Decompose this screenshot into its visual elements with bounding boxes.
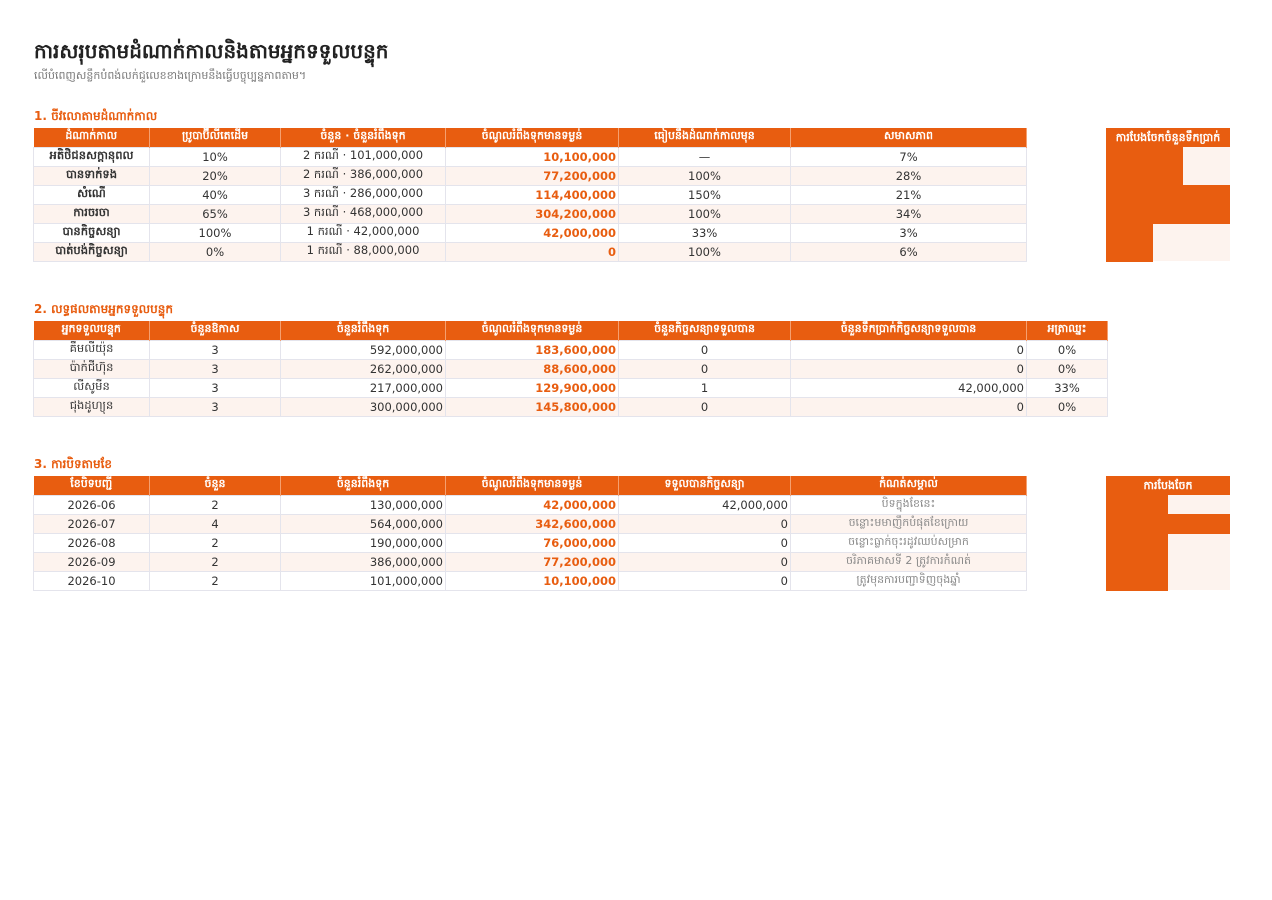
stages-cell-count: 3 ករណី · 468,000,000: [281, 204, 446, 223]
table-row: [34, 514, 1027, 533]
table-row: [34, 533, 1027, 552]
owners-section-title: 2. លទ្ធផលតាមអ្នកទទួលបន្ទុក: [34, 302, 173, 316]
owners-column-header: ចំណូលរំពឹងទុកមានទម្ងន់: [446, 321, 619, 340]
table-row: [34, 378, 1108, 397]
stages-cell-weighted: 42,000,000: [446, 223, 619, 242]
stages-cell-stage: សំណើ: [34, 185, 150, 204]
owners-cell-won: 0: [619, 359, 791, 378]
stages-distribution-bar: [1106, 166, 1183, 186]
owners-cell-won_amount: 0: [791, 397, 1027, 416]
stages-cell-prob: 20%: [150, 166, 281, 185]
monthly-cell-expected: 101,000,000: [281, 571, 446, 590]
stages-section-title: 1. ចីវលោតាមដំណាក់កាល: [34, 109, 158, 123]
stages-distribution-panel: [1106, 128, 1230, 261]
owners-cell-win_rate: 33%: [1027, 378, 1108, 397]
monthly-cell-weighted: 42,000,000: [446, 495, 619, 514]
owners-cell-weighted: 145,800,000: [446, 397, 619, 416]
monthly-cell-weighted: 76,000,000: [446, 533, 619, 552]
stages-cell-share: 7%: [791, 147, 1027, 166]
stages-cell-vs_prev: 100%: [619, 166, 791, 185]
stages-cell-vs_prev: 150%: [619, 185, 791, 204]
monthly-column-header: ចំនួន: [150, 476, 281, 495]
owners-cell-won: 0: [619, 340, 791, 359]
monthly-distribution-bar: [1106, 495, 1168, 515]
stages-cell-vs_prev: 100%: [619, 242, 791, 261]
stages-distribution-bar: [1106, 147, 1183, 167]
owners-cell-won: 1: [619, 378, 791, 397]
monthly-cell-count: 2: [150, 552, 281, 571]
owners-column-header: ចំនួនរំពឹងទុក: [281, 321, 446, 340]
stages-cell-share: 21%: [791, 185, 1027, 204]
monthly-cell-won: 42,000,000: [619, 495, 791, 514]
table-row: [34, 242, 1027, 261]
monthly-column-header: ទទួលបានកិច្ចសន្យា: [619, 476, 791, 495]
page-subtitle: លើបំពេញសន្លឹកបំពង់លក់ជួលេខខាងក្រោមនឹងធ្វើបច្ចុប្បន្នភាពតាម។: [34, 69, 307, 82]
stages-cell-stage: អតិថិជនសក្តានុពល: [34, 147, 150, 166]
monthly-section-title: 3. ការបិទតាមខែ: [34, 457, 113, 471]
stages-cell-prob: 65%: [150, 204, 281, 223]
stages-cell-count: 2 ករណី · 101,000,000: [281, 147, 446, 166]
table-row: [34, 571, 1027, 590]
monthly-cell-weighted: 77,200,000: [446, 552, 619, 571]
stages-column-header: សមាសភាព: [791, 128, 1027, 147]
owners-column-header: អ្នកទទួលបន្ទុក: [34, 321, 150, 340]
monthly-cell-won: 0: [619, 514, 791, 533]
stages-distribution-title: ការបែងចែកចំនួនទឹកប្រាក់: [1106, 128, 1230, 147]
stages-cell-share: 34%: [791, 204, 1027, 223]
stages-cell-share: 28%: [791, 166, 1027, 185]
stages-cell-prob: 0%: [150, 242, 281, 261]
owners-column-header: អត្រាឈ្នះ: [1027, 321, 1108, 340]
monthly-cell-won: 0: [619, 533, 791, 552]
page-title: ការសរុបតាមដំណាក់កាលនិងតាមអ្នកទទួលបន្ទុក: [34, 39, 389, 63]
monthly-cell-won: 0: [619, 571, 791, 590]
monthly-distribution-bar: [1106, 571, 1168, 591]
owners-cell-expected: 592,000,000: [281, 340, 446, 359]
table-row: [34, 166, 1027, 185]
table-row: [34, 223, 1027, 242]
monthly-distribution-bar: [1106, 514, 1230, 534]
stages-cell-weighted: 114,400,000: [446, 185, 619, 204]
monthly-cell-expected: 130,000,000: [281, 495, 446, 514]
owners-cell-won_amount: 0: [791, 340, 1027, 359]
monthly-cell-note: ចន្លោះមមាញឹកបំផុតខែក្រោយ: [791, 514, 1027, 533]
owners-column-header: ចំនួនកិច្ចសន្យាទទួលបាន: [619, 321, 791, 340]
monthly-cell-note: ចន្លោះធ្លាក់ចុះរដូវឈប់សម្រាក: [791, 533, 1027, 552]
monthly-cell-expected: 190,000,000: [281, 533, 446, 552]
stages-cell-count: 2 ករណី · 386,000,000: [281, 166, 446, 185]
owners-column-header: ចំនួនឱកាស: [150, 321, 281, 340]
stages-cell-vs_prev: —: [619, 147, 791, 166]
owners-cell-expected: 217,000,000: [281, 378, 446, 397]
owners-cell-name: គឹមលីយ៉ុន: [34, 340, 150, 359]
table-row: [34, 397, 1108, 416]
owners-cell-expected: 262,000,000: [281, 359, 446, 378]
monthly-cell-expected: 386,000,000: [281, 552, 446, 571]
stages-distribution-bar: [1106, 185, 1230, 205]
monthly-cell-month: 2026-07: [34, 514, 150, 533]
stages-distribution-bar: [1106, 242, 1153, 262]
stages-cell-stage: បានទាក់ទង: [34, 166, 150, 185]
monthly-distribution-bar: [1106, 552, 1168, 572]
owners-cell-name: ជុងដូហ្យុន: [34, 397, 150, 416]
monthly-header-row: [34, 476, 1027, 495]
owners-cell-won_amount: 0: [791, 359, 1027, 378]
monthly-cell-count: 2: [150, 495, 281, 514]
stages-distribution-bar: [1106, 204, 1230, 224]
monthly-cell-count: 4: [150, 514, 281, 533]
monthly-cell-won: 0: [619, 552, 791, 571]
owners-cell-expected: 300,000,000: [281, 397, 446, 416]
monthly-column-header: ចំនួនរំពឹងទុក: [281, 476, 446, 495]
stages-cell-stage: បានកិច្ចសន្យា: [34, 223, 150, 242]
owners-cell-opps: 3: [150, 397, 281, 416]
monthly-distribution-title: ការបែងចែក: [1106, 476, 1230, 495]
monthly-table: [33, 476, 1027, 591]
table-row: [34, 359, 1108, 378]
stages-column-header: ចំណូលរំពឹងទុកមានទម្ងន់: [446, 128, 619, 147]
owners-cell-opps: 3: [150, 378, 281, 397]
stages-column-header: ប្រូបាប៊ីលីតេដើម: [150, 128, 281, 147]
owners-cell-opps: 3: [150, 340, 281, 359]
owners-cell-weighted: 129,900,000: [446, 378, 619, 397]
monthly-distribution-bars: [1106, 495, 1230, 590]
stages-cell-count: 1 ករណី · 42,000,000: [281, 223, 446, 242]
monthly-column-header: កំណត់សម្គាល់: [791, 476, 1027, 495]
monthly-cell-note: បិទក្នុងខែនេះ: [791, 495, 1027, 514]
table-row: [34, 204, 1027, 223]
monthly-cell-count: 2: [150, 533, 281, 552]
stages-cell-weighted: 304,200,000: [446, 204, 619, 223]
stages-cell-weighted: 10,100,000: [446, 147, 619, 166]
owners-cell-win_rate: 0%: [1027, 397, 1108, 416]
monthly-cell-month: 2026-09: [34, 552, 150, 571]
owners-cell-opps: 3: [150, 359, 281, 378]
stages-cell-prob: 100%: [150, 223, 281, 242]
stages-cell-share: 3%: [791, 223, 1027, 242]
monthly-cell-note: ត្រូវមុនការបញ្ជាទិញចុងឆ្នាំ: [791, 571, 1027, 590]
monthly-cell-month: 2026-06: [34, 495, 150, 514]
owners-header-row: [34, 321, 1108, 340]
monthly-cell-weighted: 342,600,000: [446, 514, 619, 533]
owners-cell-won: 0: [619, 397, 791, 416]
stages-column-header: ធៀបនឹងដំណាក់កាលមុន: [619, 128, 791, 147]
monthly-cell-weighted: 10,100,000: [446, 571, 619, 590]
monthly-column-header: ចំណូលរំពឹងទុកមានទម្ងន់: [446, 476, 619, 495]
stages-cell-prob: 40%: [150, 185, 281, 204]
stages-cell-stage: ការចរចា: [34, 204, 150, 223]
stages-cell-vs_prev: 33%: [619, 223, 791, 242]
stages-cell-stage: បាត់បង់កិច្ចសន្យា: [34, 242, 150, 261]
stages-cell-weighted: 0: [446, 242, 619, 261]
owners-cell-won_amount: 42,000,000: [791, 378, 1027, 397]
owners-cell-name: លីសូមីន: [34, 378, 150, 397]
monthly-cell-expected: 564,000,000: [281, 514, 446, 533]
stages-distribution-bars: [1106, 147, 1230, 261]
monthly-cell-month: 2026-08: [34, 533, 150, 552]
stages-cell-share: 6%: [791, 242, 1027, 261]
owners-cell-weighted: 183,600,000: [446, 340, 619, 359]
monthly-column-header: ខែបិទបញ្ជី: [34, 476, 150, 495]
stages-cell-prob: 10%: [150, 147, 281, 166]
stages-cell-count: 1 ករណី · 88,000,000: [281, 242, 446, 261]
stages-cell-vs_prev: 100%: [619, 204, 791, 223]
stages-distribution-bar: [1106, 223, 1153, 243]
table-row: [34, 495, 1027, 514]
stages-table: [33, 128, 1027, 262]
table-row: [34, 340, 1108, 359]
stages-column-header: ដំណាក់កាល: [34, 128, 150, 147]
stages-column-header: ចំនួន · ចំនួនរំពឹងទុក: [281, 128, 446, 147]
monthly-distribution-panel: [1106, 476, 1230, 590]
owners-column-header: ចំនួនទឹកប្រាក់កិច្ចសន្យាទទួលបាន: [791, 321, 1027, 340]
monthly-distribution-bar: [1106, 533, 1168, 553]
monthly-cell-count: 2: [150, 571, 281, 590]
owners-cell-win_rate: 0%: [1027, 340, 1108, 359]
stages-cell-weighted: 77,200,000: [446, 166, 619, 185]
owners-table: [33, 321, 1108, 417]
monthly-cell-month: 2026-10: [34, 571, 150, 590]
table-row: [34, 552, 1027, 571]
owners-cell-win_rate: 0%: [1027, 359, 1108, 378]
monthly-cell-note: ចរិភាគមាសទី 2 ត្រូវការកំណត់: [791, 552, 1027, 571]
table-row: [34, 185, 1027, 204]
owners-cell-weighted: 88,600,000: [446, 359, 619, 378]
table-row: [34, 147, 1027, 166]
stages-header-row: [34, 128, 1027, 147]
stages-cell-count: 3 ករណី · 286,000,000: [281, 185, 446, 204]
owners-cell-name: ប៉ាក់ជីហ៊ុន: [34, 359, 150, 378]
